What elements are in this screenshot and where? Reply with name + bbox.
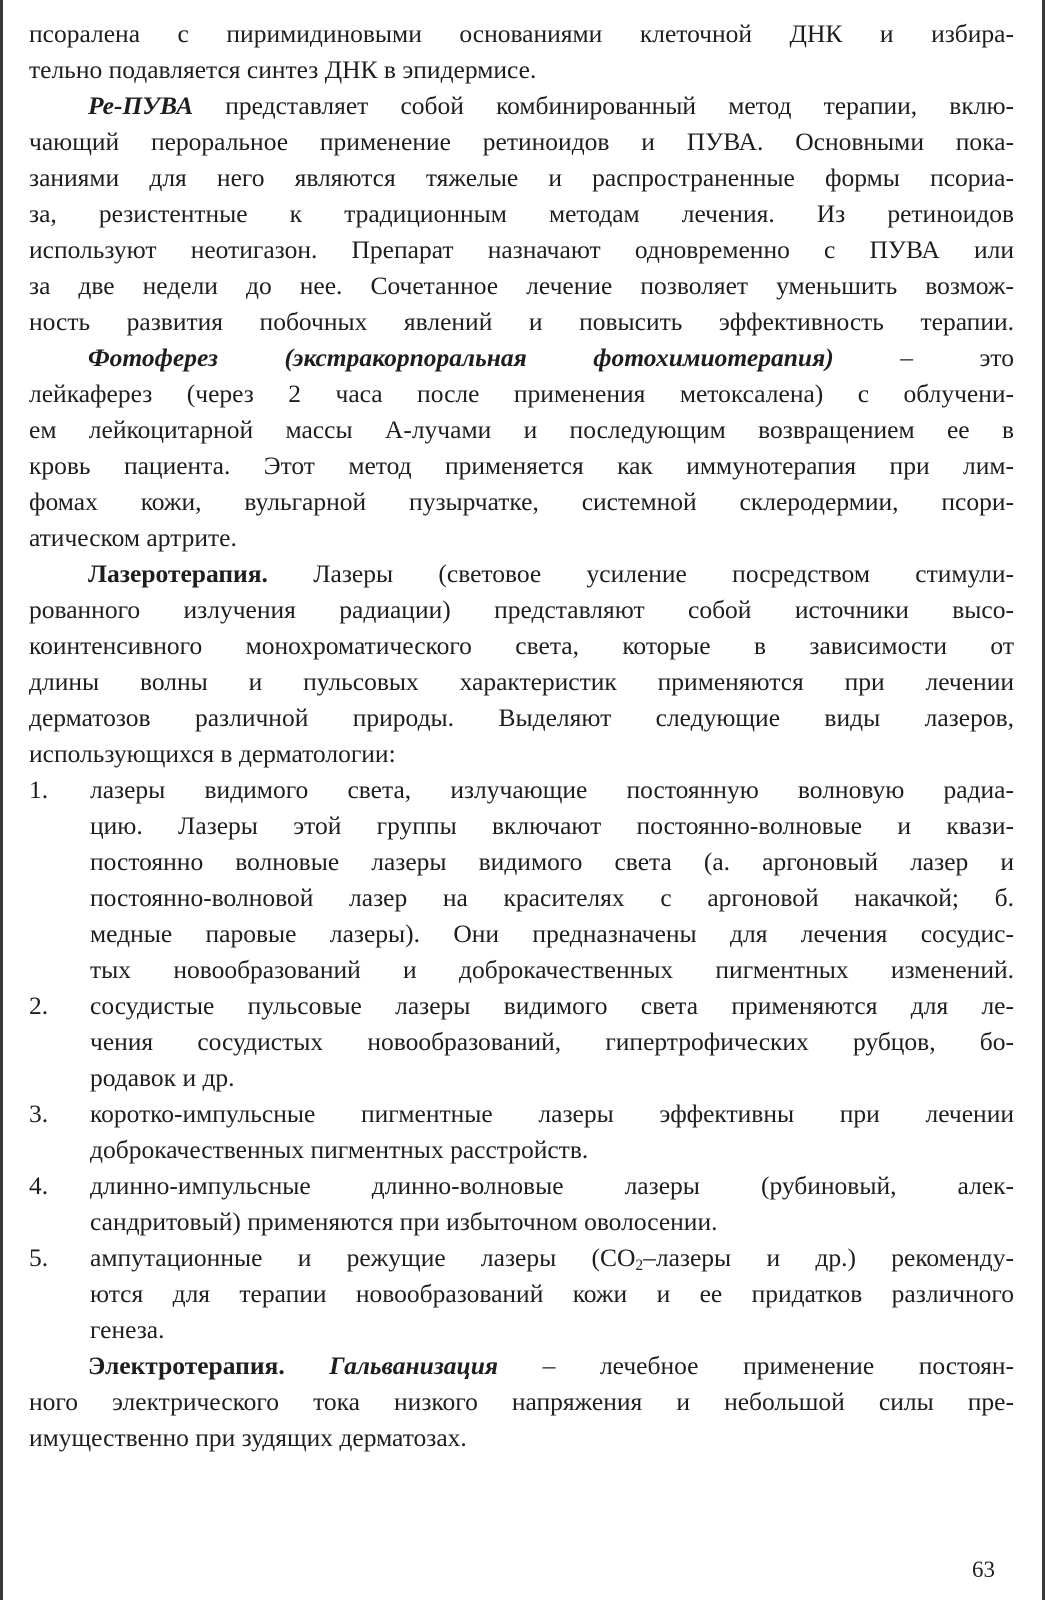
text-segment: представляет собой комбинированный метод терапии, вклю- [193,91,1014,120]
list-number: 3. [29,1099,49,1128]
text-line: сосудистые пульсовые лазеры видимого света применяются для ле- [90,991,1014,1020]
text-line: тых новообразований и доброкачественных пигментных изменений. [90,955,1014,984]
text-line: тельно подавляется синтез ДНК в эпидермисе. [29,55,537,84]
text-line: фомах кожи, вульгарной пузырчатке, системной склеродермии, псори- [29,487,1014,516]
text-line: генеза. [90,1315,165,1344]
term-photopheresis: Фотоферез (экстракорпоральная фотохимиотерапия) [88,343,834,372]
list-number: 2. [29,991,49,1020]
text-segment: –лазеры и др.) рекоменду- [643,1243,1014,1272]
text-line: родавок и др. [90,1063,235,1092]
text-line: рованного излучения радиации) представляют собой источники высо- [29,595,1014,624]
term-electrotherapy: Электротерапия. [88,1351,285,1380]
text-line: за две недели до нее. Сочетанное лечение позволяет уменьшить возмож- [29,271,1014,300]
paragraph-laser-therapy [88,557,1014,591]
text-line: коинтенсивного монохроматического света, которые в зависимости от [29,631,1014,660]
list-number: 1. [29,775,49,804]
page-number: 63 [972,1557,995,1582]
text-line: за, резистентные к традиционным методам лечения. Из ретиноидов [29,199,1014,228]
list-number: 5. [29,1243,49,1272]
text-line: ем лейкоцитарной массы А-лучами и последующим возвращением ее в [29,415,1014,444]
term-laser-therapy: Лазеротерапия. [88,559,268,588]
text-line [90,1241,1014,1275]
text-line: кровь пациента. Этот метод применяется как иммунотерапия при лим- [29,451,1014,480]
text-segment: Лазеры (световое усиление посредством стимули- [267,559,1014,588]
paragraph-re-puva [88,89,1014,123]
text-segment: – лечебное применение постоян- [498,1351,1015,1380]
text-line: длины волны и пульсовых характеристик применяются при лечении [29,667,1014,696]
text-line: атическом артрите. [29,523,237,552]
text-line: лазеры видимого света, излучающие постоянную волновую радиа- [90,775,1014,804]
text-segment: – это [833,343,1014,372]
text-line: коротко-импульсные пигментные лазеры эффективны при лечении [90,1099,1014,1128]
text-line: медные паровые лазеры). Они предназначены для лечения сосудис- [90,919,1014,948]
text-segment: ампутационные и режущие лазеры (СО [90,1243,636,1272]
text-line: использующихся в дерматологии: [29,739,396,768]
text-line: дерматозов различной природы. Выделяют следующие виды лазеров, [29,703,1014,732]
paragraph-photopheresis [88,341,1014,375]
text-line: длинно-импульсные длинно-волновые лазеры (рубиновый, алек- [90,1171,1014,1200]
text-line: ность развития побочных явлений и повысить эффективность терапии. [29,307,1014,336]
text-line: сандритовый) применяются при избыточном оволосении. [90,1207,718,1236]
term-re-puva: Ре-ПУВА [88,91,194,120]
text-line: ются для терапии новообразований кожи и ее придатков различного [90,1279,1014,1308]
text-line: доброкачественных пигментных расстройств. [90,1135,589,1164]
text-line: чения сосудистых новообразований, гипертрофических рубцов, бо- [90,1027,1014,1056]
text-line: используют неотигазон. Препарат назначают одновременно с ПУВА или [29,235,1014,264]
text-line: имущественно при зудящих дерматозах. [29,1423,467,1452]
text-line: чающий пероральное применение ретиноидов и ПУВА. Основными пока- [29,127,1014,156]
text-line: лейкаферез (через 2 часа после применения метоксалена) с облучени- [29,379,1014,408]
list-number: 4. [29,1171,49,1200]
text-line: псоралена с пиримидиновыми основаниями клеточной ДНК и избира- [29,19,1014,48]
subscript: 2 [635,1256,644,1274]
term-galvanization: Гальванизация [329,1351,499,1380]
paragraph-electrotherapy [88,1349,1014,1383]
text-line: постоянно-волновой лазер на красителях с аргоновой накачкой; б. [90,883,1014,912]
text-line: цию. Лазеры этой группы включают постоянно-волновые и квази- [90,811,1014,840]
text-line: заниями для него являются тяжелые и распространенные формы псориа- [29,163,1014,192]
text-line: ного электрического тока низкого напряжения и небольшой силы пре- [29,1387,1014,1416]
text-line: постоянно волновые лазеры видимого света (а. аргоновый лазер и [90,847,1014,876]
